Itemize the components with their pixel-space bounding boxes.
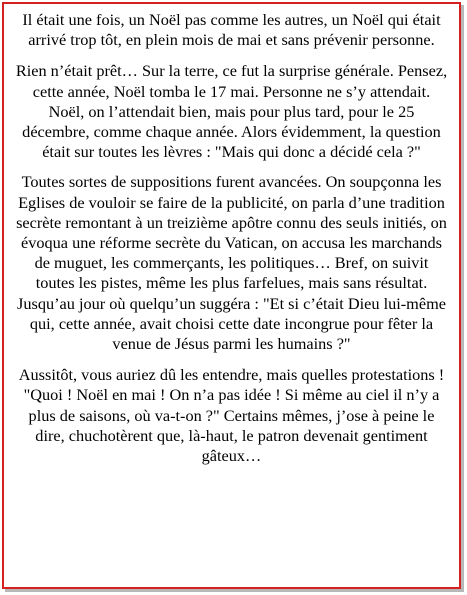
paragraph-4: Aussitôt, vous auriez dû les entendre, mais quelles protestations ! "Quoi ! Noël en mai ! On n’a pas idée ! Si même au ciel il n’y a plus de saisons, où va-t-on ?" Certains mêmes, j’ose à peine le dire, chuchotèrent que, là-haut, le patron devenait gentiment gâteux…	[18, 365, 445, 466]
paragraph-3: Toutes sortes de suppositions furent avancées. On soupçonna les Eglises de vouloir se faire de la publicité, on parla d’une tradition secrète remontant à un treizième apôtre connu des seuls initiés, on évoqua une réforme secrète du Vatican, on accusa les marchands de muguet, les commerçants, les politiques… Bref, on suivit toutes les pistes, même les plus farfelues, mais sans résultat. Jusqu’au jour où quelqu’un suggéra : "Et si c’était Dieu lui-même qui, cette année, avait choisi cette date incongrue pour fêter la venue de Jésus parmi les humains ?"	[16, 172, 447, 354]
text-frame	[2, 2, 461, 589]
story-text	[14, 10, 449, 477]
paragraph-2: Rien n’était prêt… Sur la terre, ce fut la surprise générale. Pensez, cette année, Noël tomba le 17 mai. Personne ne s’y attendait. Noël, on l’attendait bien, mais pour plus tard, pour le 25 décembre, comme chaque année. Alors évidemment, la question était sur toutes les lèvres : "Mais qui donc a décidé cela ?"	[15, 61, 448, 162]
paragraph-1: Il était une fois, un Noël pas comme les autres, un Noël qui était arrivé trop tôt, en plein mois de mai et sans prévenir personne.	[22, 10, 441, 50]
